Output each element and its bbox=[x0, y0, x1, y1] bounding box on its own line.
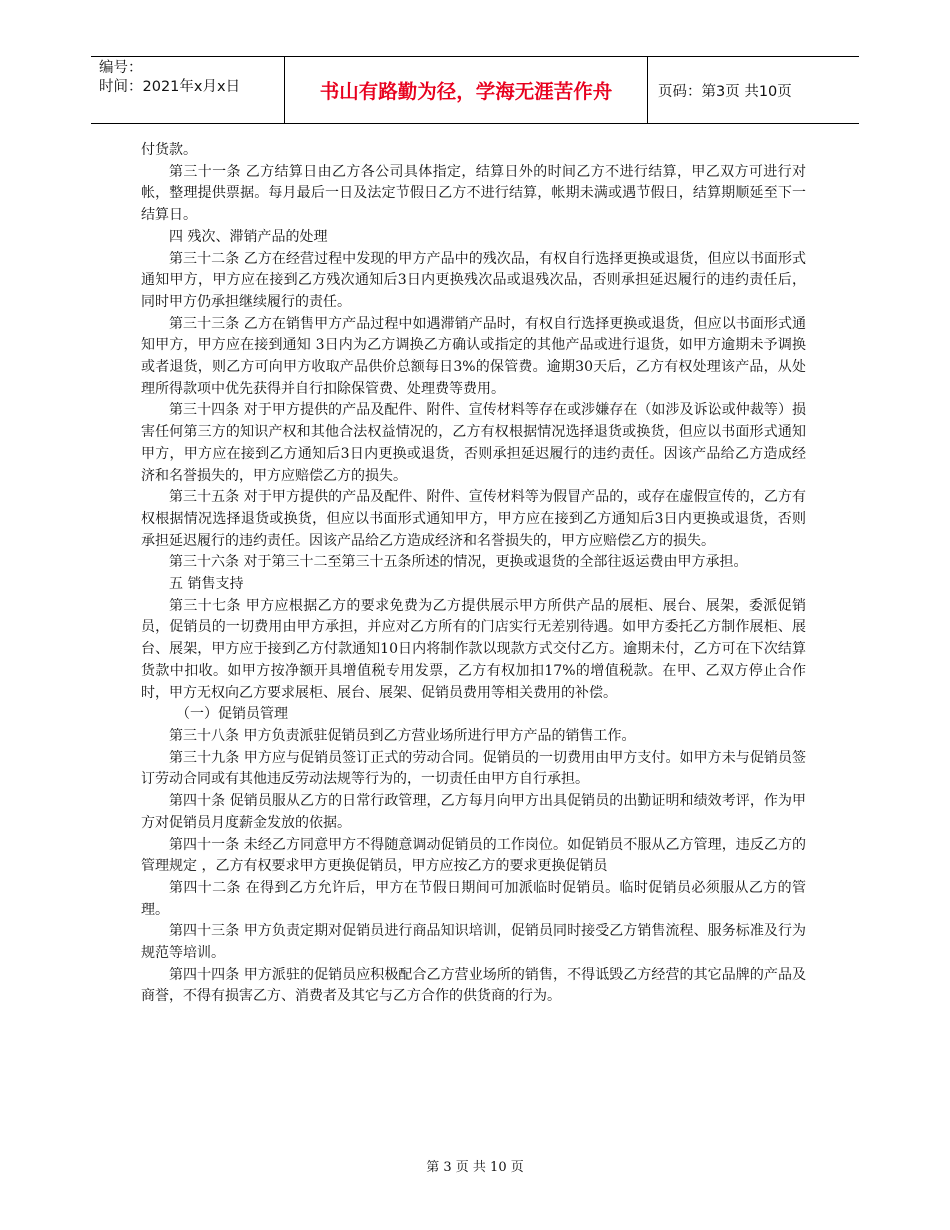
doc-number-label: 编号： bbox=[99, 60, 143, 76]
header-meta bbox=[91, 57, 285, 123]
paragraph: 付货款。 bbox=[141, 142, 197, 158]
paragraph: 第三十二条 乙方在经营过程中发现的甲方产品中的残次品，有权自行选择更换或退货，但应以书面形式通知甲方，甲方应在接到乙方残次通知后3日内更换残次品或退残次品，否则承担延迟履行的违约责任后，同时甲方仍承担继续履行的责任。 bbox=[141, 250, 806, 310]
document-body bbox=[141, 140, 806, 1008]
paragraph: 第四十二条 在得到乙方允许后，甲方在节假日期间可加派临时促销员。临时促销员必须服从乙方的管理。 bbox=[141, 879, 806, 918]
page-footer: 第 3 页 共 10 页 bbox=[426, 1160, 524, 1175]
paragraph: 第三十六条 对于第三十二至第三十五条所述的情况，更换或退货的全部往返运费由甲方承担。 bbox=[169, 554, 748, 571]
paragraph: 第四十条 促销员服从乙方的日常行政管理，乙方每月向甲方出具促销员的出勤证明和绩效考评，作为甲方对促销员月度薪金发放的依据。 bbox=[141, 793, 806, 831]
paragraph: 第四十一条 未经乙方同意甲方不得随意调动促销员的工作岗位。如促销员不服从乙方管理，违反乙方的管理规定 ，乙方有权要求甲方更换促销员，甲方应按乙方的要求更换促销员 bbox=[141, 836, 806, 875]
paragraph: 第三十八条 甲方负责派驻促销员到乙方营业场所进行甲方产品的销售工作。 bbox=[169, 727, 636, 744]
paragraph: 第三十三条 乙方在销售甲方产品过程中如遇滞销产品时，有权自行选择更换或退货，但应以书面形式通知甲方，甲方应在接到通知 3日内为乙方调换乙方确认或指定的其他产品或进行退货，如甲方逾期未予调换或者退货，则乙方可向甲方收取产品供价总额每日3%的保管费。逾期30天后，乙方有权处理该产品，从处理所得款项中优先获得并自行扣除保管费、处理费等费用。 bbox=[141, 315, 806, 397]
paragraph: 四 残次、滞销产品的处理 bbox=[169, 228, 328, 245]
page-header bbox=[91, 56, 859, 124]
header-page-number: 页码：第3页 共10页 bbox=[658, 83, 792, 100]
paragraph: 第三十一条 乙方结算日由乙方各公司具体指定，结算日外的时间乙方不进行结算，甲乙双方可进行对帐，整理提供票据。每月最后一日及法定节假日乙方不进行结算，帐期未满或遇节假日，结算期顺延至下一结算日。 bbox=[141, 163, 806, 224]
paragraph: 第三十四条 对于甲方提供的产品及配件、附件、宣传材料等存在或涉嫌存在（如涉及诉讼或仲裁等）损害任何第三方的知识产权和其他合法权益情况的，乙方有权根据情况选择退货或换货，但应以书面形式通知甲方，甲方应在接到乙方通知后3日内更换或退货，否则承担延迟履行的违约责任。因该产品给乙方造成经济和名誉损失的，甲方应赔偿乙方的损失。 bbox=[141, 402, 806, 484]
paragraph: 第三十九条 甲方应与促销员签订正式的劳动合同。促销员的一切费用由甲方支付。如甲方未与促销员签订劳动合同或有其他违反劳动法规等行为的，一切责任由甲方自行承担。 bbox=[141, 749, 806, 788]
header-motto: 书山有路勤为径，学海无涯苦作舟 bbox=[285, 57, 648, 123]
paragraph: 第三十五条 对于甲方提供的产品及配件、附件、宣传材料等为假冒产品的，或存在虚假宣传的，乙方有权根据情况选择退货或换货，但应以书面形式通知甲方，甲方应在接到乙方通知后3日内更换或退货，否则承担延迟履行的违约责任。因该产品给乙方造成经济和名誉损失的，甲方应赔偿乙方的损失。 bbox=[141, 489, 806, 549]
paragraph: 第三十七条 甲方应根据乙方的要求免费为乙方提供展示甲方所供产品的展柜、展台、展架，委派促销员，促销员的一切费用由甲方承担，并应对乙方所有的门店实行无差别待遇。如甲方委托乙方制作展柜、展台、展架，甲方应于接到乙方付款通知10日内将制作款以现款方式交付乙方。逾期未付，乙方可在下次结算货款中扣收。如甲方按净额开具增值税专用发票，乙方有权加扣17%的增值税款。在甲、乙双方停止合作时，甲方无权向乙方要求展柜、展台、展架、促销员费用等相关费用的补偿。 bbox=[141, 597, 806, 701]
paragraph: 第四十四条 甲方派驻的促销员应积极配合乙方营业场所的销售，不得诋毁乙方经营的其它品牌的产品及商誉，不得有损害乙方、消费者及其它与乙方合作的供货商的行为。 bbox=[141, 966, 806, 1005]
paragraph: （一）促销员管理 bbox=[176, 706, 288, 723]
paragraph: 五 销售支持 bbox=[169, 576, 244, 593]
date-label: 时间：2021年x月x日 bbox=[99, 79, 241, 95]
paragraph: 第四十三条 甲方负责定期对促销员进行商品知识培训，促销员同时接受乙方销售流程、服务标准及行为规范等培训。 bbox=[141, 923, 806, 962]
